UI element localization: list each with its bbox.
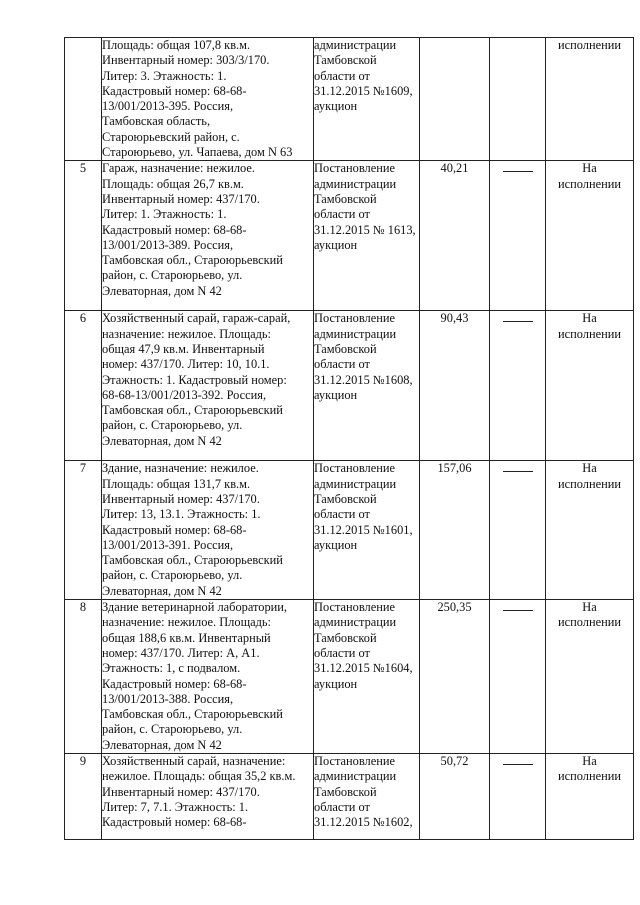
description-line: 13/001/2013-388. Россия, xyxy=(102,691,234,706)
status-text: На xyxy=(582,754,597,769)
area-value: 250,35 xyxy=(437,600,472,615)
description-line: Элеваторная, дом N 42 xyxy=(102,737,222,752)
table-row xyxy=(65,461,634,600)
basis-line: Постановление xyxy=(314,754,395,769)
basis-line: аукцион xyxy=(314,99,358,114)
row-number: 7 xyxy=(79,461,87,476)
status-text: На xyxy=(582,161,597,176)
description-line: Элеваторная, дом N 42 xyxy=(102,283,222,298)
status-text: На xyxy=(582,311,597,326)
table-row xyxy=(65,600,634,754)
status-cell xyxy=(546,38,634,161)
area-value: 50,72 xyxy=(440,754,469,769)
status-text: исполнении xyxy=(558,769,621,784)
empty-value-dash xyxy=(503,602,533,611)
description-line: 68-68-13/001/2013-392. Россия, xyxy=(102,387,267,402)
basis-line: Тамбовской xyxy=(314,630,377,645)
area-value-cell xyxy=(420,38,490,161)
description-line: Здание, назначение: нежилое. xyxy=(102,461,259,476)
description-line: Кадастровый номер: 68-68- xyxy=(102,676,247,691)
basis-line: Постановление xyxy=(314,461,395,476)
status-text: На xyxy=(582,600,597,615)
description-line: Староюрьевский район, с. xyxy=(102,129,240,144)
basis-line: Тамбовской xyxy=(314,53,377,68)
area-value: 40,21 xyxy=(440,161,469,176)
basis-line: Постановление xyxy=(314,311,395,326)
description-line: Литер: 7, 7.1. Этажность: 1. xyxy=(102,799,249,814)
dash-cell xyxy=(490,600,546,754)
basis-line: области от xyxy=(314,357,370,372)
description-line: Кадастровый номер: 68-68- xyxy=(102,222,247,237)
object-description-cell xyxy=(102,311,314,461)
description-line: Инвентарный номер: 303/3/170. xyxy=(102,53,270,68)
description-line: Элеваторная, дом N 42 xyxy=(102,583,222,598)
object-description-cell xyxy=(102,600,314,754)
description-line: номер: 437/170. Литер: А, А1. xyxy=(102,645,260,660)
description-line: Староюрьево, ул. Чапаева, дом N 63 xyxy=(102,145,293,160)
basis-line: 31.12.2015 №1609, xyxy=(314,83,413,98)
area-value: 90,43 xyxy=(440,311,469,326)
basis-line: Постановление xyxy=(314,161,395,176)
object-description-cell xyxy=(102,161,314,311)
description-line: Этажность: 1, с подвалом. xyxy=(102,661,241,676)
row-number-cell xyxy=(65,311,102,461)
dash-cell xyxy=(490,461,546,600)
basis-line: администрации xyxy=(314,476,397,491)
basis-line: области от xyxy=(314,68,370,83)
area-value-cell xyxy=(420,311,490,461)
basis-line: Тамбовской xyxy=(314,491,377,506)
description-line: 13/001/2013-395. Россия, xyxy=(102,99,234,114)
description-line: Здание ветеринарной лаборатории, xyxy=(102,600,288,615)
description-line: Тамбовская обл., Староюрьевский xyxy=(102,553,283,568)
area-value-cell xyxy=(420,754,490,840)
description-line: нежилое. Площадь: общая 35,2 кв.м. xyxy=(102,769,296,784)
description-line: Хозяйственный сарай, назначение: xyxy=(102,754,286,769)
description-line: Площадь: общая 107,8 кв.м. xyxy=(102,38,251,52)
description-line: Инвентарный номер: 437/170. xyxy=(102,491,260,506)
description-line: Литер: 3. Этажность: 1. xyxy=(102,68,227,83)
description-line: район, с. Староюрьево, ул. xyxy=(102,268,243,283)
row-number-cell xyxy=(65,161,102,311)
description-line: назначение: нежилое. Площадь: xyxy=(102,326,272,341)
row-number-cell xyxy=(65,600,102,754)
basis-line: Тамбовской xyxy=(314,784,377,799)
description-line: Площадь: общая 26,7 кв.м. xyxy=(102,176,244,191)
basis-line: 31.12.2015 № 1613, xyxy=(314,222,416,237)
description-line: номер: 437/170. Литер: 10, 10.1. xyxy=(102,357,270,372)
basis-line: администрации xyxy=(314,38,397,52)
description-line: район, с. Староюрьево, ул. xyxy=(102,418,243,433)
basis-line: 31.12.2015 №1608, xyxy=(314,372,413,387)
legal-basis-cell xyxy=(314,161,420,311)
basis-line: администрации xyxy=(314,326,397,341)
description-line: район, с. Староюрьево, ул. xyxy=(102,568,243,583)
empty-value-dash xyxy=(503,313,533,322)
object-description-cell xyxy=(102,461,314,600)
basis-line: аукцион xyxy=(314,237,358,252)
legal-basis-cell xyxy=(314,311,420,461)
empty-value-dash xyxy=(503,463,533,472)
description-line: Тамбовская обл., Староюрьевский xyxy=(102,707,283,722)
table-row xyxy=(65,754,634,840)
description-line: Литер: 1. Этажность: 1. xyxy=(102,207,227,222)
area-value: 157,06 xyxy=(437,461,472,476)
dash-cell xyxy=(490,38,546,161)
empty-value-dash xyxy=(503,756,533,765)
basis-line: администрации xyxy=(314,769,397,784)
basis-line: Тамбовской xyxy=(314,341,377,356)
basis-line: области от xyxy=(314,207,370,222)
legal-basis-cell xyxy=(314,38,420,161)
area-value-cell xyxy=(420,161,490,311)
basis-line: области от xyxy=(314,799,370,814)
row-number: 8 xyxy=(79,600,87,615)
description-line: Кадастровый номер: 68-68- xyxy=(102,815,247,830)
dash-cell xyxy=(490,754,546,840)
description-line: общая 188,6 кв.м. Инвентарный xyxy=(102,630,271,645)
description-line: Тамбовская обл., Староюрьевский xyxy=(102,403,283,418)
status-cell xyxy=(546,461,634,600)
description-line: район, с. Староюрьево, ул. xyxy=(102,722,243,737)
description-line: Инвентарный номер: 437/170. xyxy=(102,784,260,799)
status-cell xyxy=(546,161,634,311)
area-value-cell xyxy=(420,461,490,600)
description-line: Кадастровый номер: 68-68- xyxy=(102,83,247,98)
basis-line: области от xyxy=(314,507,370,522)
legal-basis-cell xyxy=(314,600,420,754)
description-line: 13/001/2013-391. Россия, xyxy=(102,537,234,552)
area-value-cell xyxy=(420,600,490,754)
basis-line: аукцион xyxy=(314,537,358,552)
status-cell xyxy=(546,311,634,461)
property-table xyxy=(64,37,634,840)
description-line: назначение: нежилое. Площадь: xyxy=(102,615,272,630)
basis-line: Постановление xyxy=(314,600,395,615)
status-text: На xyxy=(582,461,597,476)
basis-line: администрации xyxy=(314,176,397,191)
table-row xyxy=(65,38,634,161)
description-line: общая 47,9 кв.м. Инвентарный xyxy=(102,341,265,356)
status-text: исполнении xyxy=(558,326,621,341)
table-row xyxy=(65,161,634,311)
object-description-cell xyxy=(102,38,314,161)
basis-line: Тамбовской xyxy=(314,191,377,206)
basis-line: аукцион xyxy=(314,676,358,691)
row-number: 9 xyxy=(79,754,87,769)
row-number: 5 xyxy=(79,161,87,176)
basis-line: 31.12.2015 №1602, xyxy=(314,815,413,830)
legal-basis-cell xyxy=(314,461,420,600)
row-number: 6 xyxy=(79,311,87,326)
status-text: исполнении xyxy=(558,176,621,191)
basis-line: администрации xyxy=(314,615,397,630)
dash-cell xyxy=(490,161,546,311)
description-line: Инвентарный номер: 437/170. xyxy=(102,191,260,206)
status-cell xyxy=(546,754,634,840)
basis-line: 31.12.2015 №1604, xyxy=(314,661,413,676)
row-number-cell xyxy=(65,461,102,600)
status-cell xyxy=(546,600,634,754)
status-text: исполнении xyxy=(558,476,621,491)
status-text: исполнении xyxy=(558,615,621,630)
table-body xyxy=(65,38,634,840)
description-line: 13/001/2013-389. Россия, xyxy=(102,237,234,252)
description-line: Этажность: 1. Кадастровый номер: xyxy=(102,372,287,387)
table-row xyxy=(65,311,634,461)
description-line: Хозяйственный сарай, гараж-сарай, xyxy=(102,311,291,326)
description-line: Литер: 13, 13.1. Этажность: 1. xyxy=(102,507,261,522)
description-line: Тамбовская обл., Староюрьевский xyxy=(102,253,283,268)
row-number-cell xyxy=(65,38,102,161)
status-text: исполнении xyxy=(558,38,621,52)
basis-line: области от xyxy=(314,645,370,660)
legal-basis-cell xyxy=(314,754,420,840)
empty-value-dash xyxy=(503,163,533,172)
basis-line: 31.12.2015 №1601, xyxy=(314,522,413,537)
description-line: Площадь: общая 131,7 кв.м. xyxy=(102,476,251,491)
description-line: Элеваторная, дом N 42 xyxy=(102,433,222,448)
description-line: Тамбовская область, xyxy=(102,114,211,129)
description-line: Гараж, назначение: нежилое. xyxy=(102,161,255,176)
basis-line: аукцион xyxy=(314,387,358,402)
dash-cell xyxy=(490,311,546,461)
description-line: Кадастровый номер: 68-68- xyxy=(102,522,247,537)
object-description-cell xyxy=(102,754,314,840)
row-number-cell xyxy=(65,754,102,840)
